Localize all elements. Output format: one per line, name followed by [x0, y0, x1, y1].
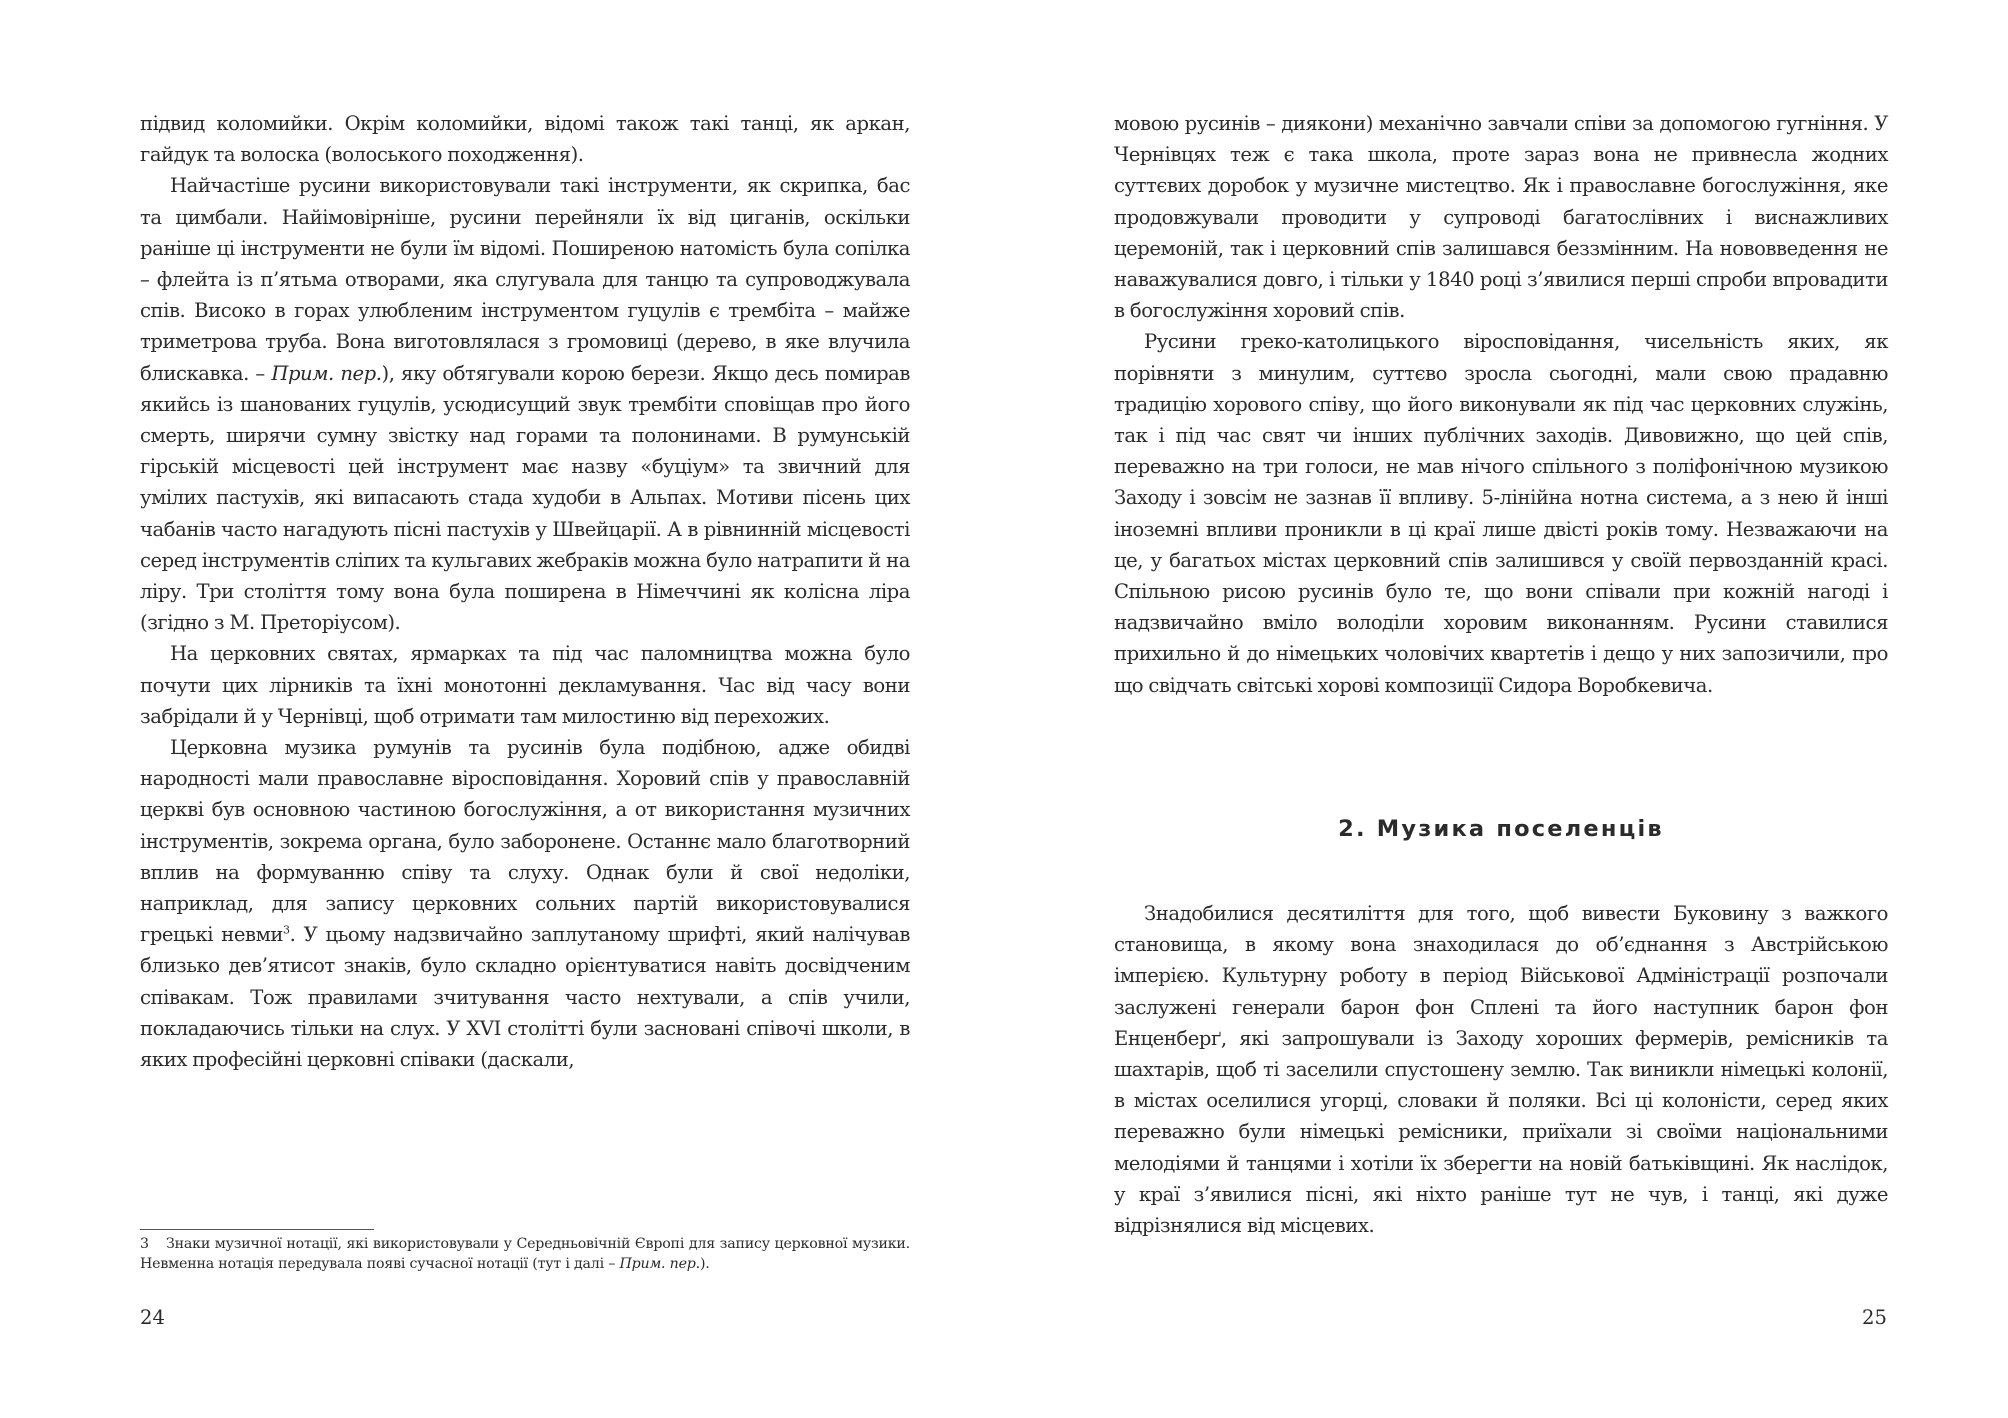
translator-note: Прим. пер.: [271, 361, 382, 385]
footnote-mark[interactable]: 3: [283, 923, 290, 937]
left-body-text: [140, 108, 910, 1075]
footnote-number: 3: [140, 1236, 149, 1252]
paragraph: На церковних святах, ярмарках та під час паломництва можна було почути цих лірників та їхні монотонні декламування. Час від часу вони забрідали й у Чернівці, щоб отримати там милостиню від перехожих.: [140, 642, 910, 728]
footnote: 3 Знаки музичної нотації, які використовували у Середньовічній Європі для запису церковної музики. Невменна нотація передувала появі сучасної нотації (тут і далі – Прим. пер.).: [140, 1236, 910, 1272]
paragraph: підвид коломийки. Окрім коломийки, відомі також такі танці, як аркан, гайдук та волоска (волоського походження).: [140, 112, 910, 167]
paragraph: мовою русинів – диякони) механічно завчали співи за допомогою гугніння. У Чернівцях теж є така школа, проте зараз вона не привнесла жодних суттєвих доробок у музичне мистецтво. Як і православне богослужіння, яке продовжували проводити у супроводі багатослівних і виснажливих церемоній, так і церковний спів залишався беззмінним. На нововведення не наважувалися довго, і тільки у 1840 році з’явилися перші спроби впровадити в богослужіння хоровий спів.: [1114, 112, 1888, 323]
section-heading: 2. Музика поселенців: [1338, 816, 1664, 842]
page-number: 25: [1862, 1306, 1887, 1329]
paragraph: Церковна музика румунів та русинів була подібною, адже обидві народності мали православне віросповідання. Хоровий спів у православній церкві був основною частиною богослужіння, а от використання музичних інструментів, зокрема органа, було заборонене. Останнє мало благотворний вплив на формуванню співу та слуху. Однак були й свої недоліки, наприклад, для запису церковних сольних партій використовувалися грецькі невми$^3$. У цьому надзвичайно заплутаному шрифті, який налічував близько дев’ятисот знаків, було складно орієнтуватися навіть досвідченим співакам. Тож правилами зчитування часто нехтували, а спів учили, покладаючись тільки на слух. У XVI столітті були засновані співочі школи, в яких професійні церковні співаки (даскали,: [140, 736, 910, 1072]
paragraph: Знадобилися десятиліття для того, щоб вивести Буковину з важкого становища, в якому вона знаходилася до об’єднання з Австрійською імперією. Культурну роботу в період Військової Адміністрації розпочали заслужені генерали барон фон Сплені та його наступник барон фон Енценберґ, які запрошували із Заходу хороших фермерів, ремісників та шахтарів, щоб ті заселили спустошену землю. Так виникли німецькі колонії, в містах оселилися угорці, словаки й поляки. Всі ці колоністи, серед яких переважно були німецькі ремісники, приїхали зі своїми національними мелодіями й танцями і хотіли їх зберегти на новій батьківщині. Як наслідок, у краї з’явилися пісні, які ніхто раніше тут не чув, і танці, які дуже відрізнялися від місцевих.: [1114, 902, 1888, 1238]
right-page: [1004, 0, 2008, 1418]
footnote-divider: [140, 1229, 374, 1230]
right-section-text: [1114, 898, 1888, 1241]
right-body-text: [1114, 108, 1888, 701]
paragraph: Найчастіше русини використовували такі інструменти, як скрипка, бас та цимбали. Найімовірніше, русини перейняли їх від циганів, оскільки раніше ці інструменти не були їм відомі. Поширеною натомість була сопілка – флейта із п’ятьма отворами, яка слугувала для танцю та супроводжувала спів. Високо в горах улюбленим інструментом гуцулів є трембіта – майже триметрова труба. Вона виготовлялася з громовиці (дерево, в яке влучила блискавка. – Прим. пер.), яку обтягували корою берези. Якщо десь помирав якийсь із шанованих гуцулів, усюдисущий звук трембіти сповіщав про його смерть, ширячи сумну звістку над горами та полонинами. В румунській гірській місцевості цей інструмент має назву «буціум» та звичний для умілих пастухів, які випасають стада худоби в Альпах. Мотиви пісень цих чабанів часто нагадують пісні пастухів у Швейцарії. А в рівнинній місцевості серед інструментів сліпих та кульгавих жебраків можна було натрапити й на ліру. Три століття тому вона була поширена в Німеччині як колісна ліра (згідно з М. Преторіусом).: [140, 174, 910, 635]
paragraph: Русини греко-католицького віросповідання, чисельність яких, як порівняти з минулим, суттєво зросла сьогодні, мали свою прадавню традицію хорового співу, що його виконували як під час церковних служінь, так і під час свят чи інших публічних заходів. Дивовижно, що цей спів, переважно на три голоси, не мав нічого спільного з поліфонічною музикою Заходу і зовсім не зазнав її впливу. 5-лінійна нотна система, а з нею й інші іноземні впливи проникли в ці краї лише двісті років тому. Незважаючи на це, у багатьох містах церковний спів залишився у своїй первозданній красі. Спільною рисою русинів було те, що вони співали при кожній нагоді і надзвичайно вміло володіли хоровим виконанням. Русини ставилися прихильно й до німецьких чоловічих квартетів і дещо у них запозичили, про що свідчать світські хорові композиції Сидора Воробкевича.: [1114, 330, 1888, 697]
page-number: 24: [140, 1306, 165, 1329]
